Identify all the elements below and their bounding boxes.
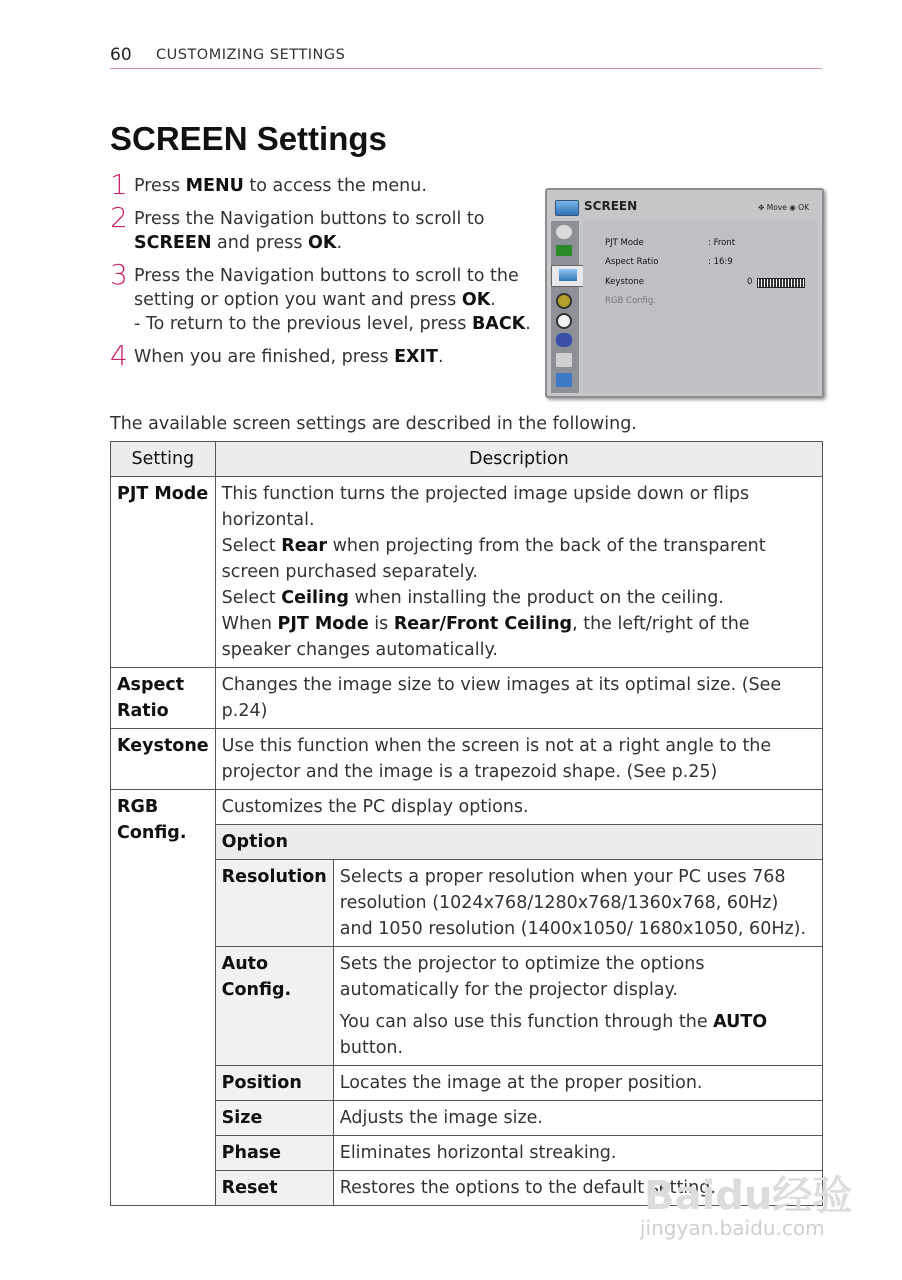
option-name: Phase (215, 1136, 333, 1171)
option-name: Reset (215, 1171, 333, 1206)
input-icon (556, 373, 572, 387)
screen-menu-screenshot (545, 188, 824, 398)
setting-description: This function turns the projected image upside down or flips horizontal. Select Rear when projecting from the back of the transparent screen purchased separately. Select Ceiling when installing the product on the ceiling. When PJT Mode is Rear/Front Ceiling, the left/right of the speaker changes automatically. (215, 477, 822, 668)
osd-row-value: : Front (708, 238, 736, 248)
keystone-slider (757, 278, 805, 288)
option-row (111, 947, 823, 1066)
display-icon (556, 245, 572, 256)
option-row (111, 1101, 823, 1136)
option-description: Restores the options to the default setting. (333, 1171, 822, 1206)
option-description: Locates the image at the proper position. (333, 1066, 822, 1101)
table-row (111, 668, 823, 729)
setting-name: PJT Mode (111, 477, 216, 668)
option-description: Selects a proper resolution when your PC uses 768 resolution (1024x768/1280x768/1360x768, 60Hz) and 1050 resolution (1400x1050/ 1680x1050, 60Hz). (333, 860, 822, 947)
option-row (111, 1066, 823, 1101)
option-header: Option (215, 825, 822, 860)
option-description: Sets the projector to optimize the options automatically for the projector display. You can also use this function through the AUTO button. (333, 947, 822, 1066)
page-title: SCREEN Settings (110, 120, 387, 157)
osd-title-bar (547, 190, 822, 220)
picture-icon (556, 225, 572, 239)
page-header (110, 44, 822, 69)
option-description: Adjusts the image size. (333, 1101, 822, 1136)
watermark-brand: Baidu经验 (644, 1173, 853, 1219)
audio-icon (556, 293, 572, 309)
option-name: Auto Config. (215, 947, 333, 1066)
osd-row-value: : 16:9 (708, 257, 733, 267)
option-description: Eliminates horizontal streaking. (333, 1136, 822, 1171)
osd-row-label: RGB Config. (605, 296, 656, 306)
osd-panel (583, 221, 817, 393)
osd-title: SCREEN (584, 199, 638, 213)
option-header-row (111, 825, 823, 860)
settings-table (110, 441, 823, 1206)
setting-name: Keystone (111, 729, 216, 790)
option-name: Resolution (215, 860, 333, 947)
intro-text: The available screen settings are described in the following. (110, 414, 637, 434)
osd-row-label: Aspect Ratio (605, 257, 659, 267)
option-name: Position (215, 1066, 333, 1101)
table-row (111, 477, 823, 668)
osd-sidebar (551, 221, 579, 393)
watermark (638, 1160, 854, 1260)
step-3-note: - To return to the previous level, press BACK. (134, 314, 531, 334)
osd-row-label: Keystone (605, 277, 644, 287)
table-row (111, 790, 823, 825)
table-header-row (111, 442, 823, 477)
setting-description: Use this function when the screen is not at a right angle to the projector and the image is a trapezoid shape. (See p.25) (215, 729, 822, 790)
screen-selected-icon (551, 265, 587, 287)
step-3: 3 Press the Navigation buttons to scroll to the setting or option you want and press OK. - To return to the previous level, press BACK. (110, 264, 540, 336)
page-number: 60 (110, 45, 132, 65)
column-header: Setting (111, 442, 216, 477)
setting-description: Changes the image size to view images at its optimal size. (See p.24) (215, 668, 822, 729)
steps-list (110, 168, 540, 378)
osd-row-value: 0 (747, 277, 753, 287)
option-row (111, 860, 823, 947)
lock-icon (556, 333, 572, 347)
osd-row-label: PJT Mode (605, 238, 644, 248)
setting-name: Aspect Ratio (111, 668, 216, 729)
osd-hint: ✥ Move ◉ OK (758, 203, 809, 212)
table-row (111, 729, 823, 790)
option-icon (556, 353, 572, 367)
setting-description: Customizes the PC display options. (215, 790, 822, 825)
section-title: CUSTOMIZING SETTINGS (156, 47, 346, 63)
step-2: 2 Press the Navigation buttons to scroll to SCREEN and press OK. (110, 201, 485, 253)
screen-icon (555, 200, 579, 216)
option-name: Size (215, 1101, 333, 1136)
step-1: 1 Press MENU to access the menu. (110, 168, 427, 201)
watermark-url: jingyan.baidu.com (640, 1216, 825, 1240)
setting-name: RGB Config. (111, 790, 216, 1206)
step-4: 4 When you are finished, press EXIT. (110, 339, 444, 372)
column-header: Description (215, 442, 822, 477)
time-icon (556, 313, 572, 329)
